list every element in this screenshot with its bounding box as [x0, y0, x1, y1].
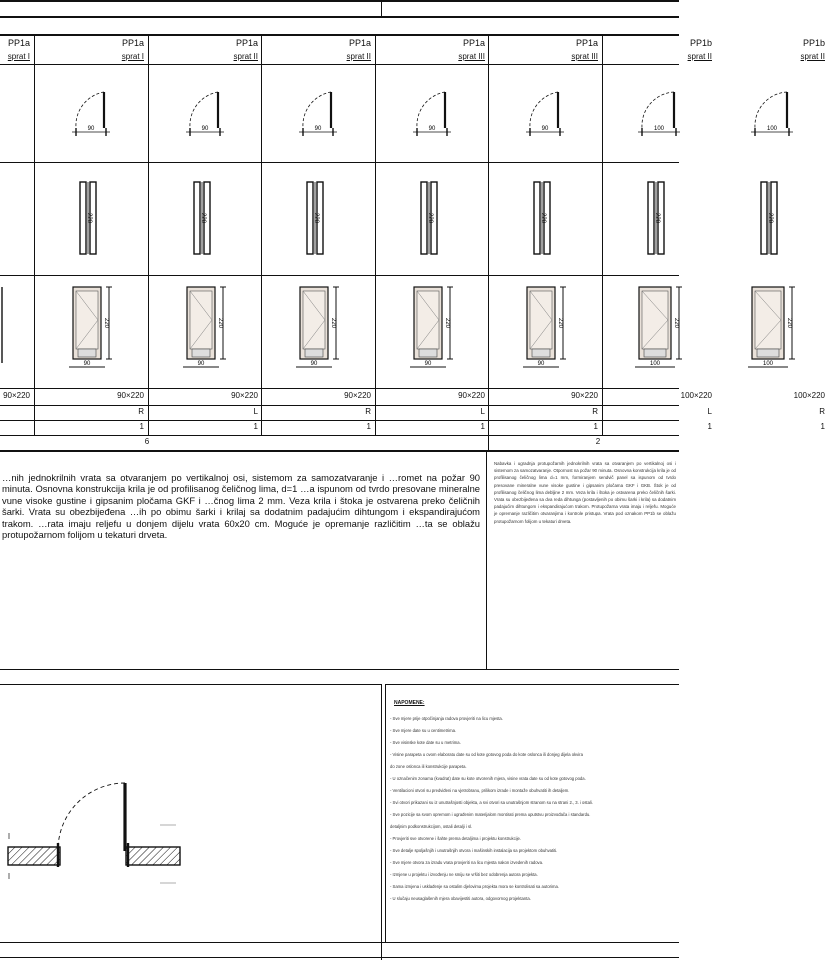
door-count: 1 [820, 422, 825, 431]
door-elevation-symbol [175, 283, 235, 379]
door-opening-side: R [365, 407, 371, 416]
section-height-label: 220 [540, 212, 546, 224]
note-item: - Sve mjere otvora za izradu vrata provjeriti na licu mjesta nakon izvedenih radova. [390, 860, 544, 865]
door-code: PP1a [348, 38, 371, 48]
section-height-label: 220 [313, 212, 319, 224]
door-section-symbol [304, 178, 334, 258]
door-opening-side: R [819, 407, 825, 416]
door-count: 1 [253, 422, 258, 431]
door-code: PP1b [802, 38, 825, 48]
note-item: - Visine parapeta u ovom elaboratu date su od kote gotovog poda do kote oslonca ili donjeg dijela okvira [390, 752, 583, 757]
door-dimensions: 100×220 [680, 391, 712, 400]
door-dimensions: 90×220 [344, 391, 371, 400]
door-plan-symbol [629, 82, 689, 142]
door-plan-symbol [288, 82, 348, 142]
door-floor: sprat II [800, 52, 825, 61]
door-opening-side: L [480, 407, 485, 416]
door-width-label: 90 [201, 126, 209, 132]
elevation-width-label: 90 [537, 361, 545, 367]
door-floor: sprat II [687, 52, 712, 61]
door-count: 1 [366, 422, 371, 431]
section-height-label: 220 [767, 212, 773, 224]
door-width-label: 90 [541, 126, 549, 132]
elevation-row-divider [0, 388, 679, 389]
door-elevation-symbol [402, 283, 462, 379]
door-width-label: 90 [428, 126, 436, 132]
door-count: 1 [593, 422, 598, 431]
door-section-symbol [645, 178, 675, 258]
side-row-divider [0, 420, 679, 421]
door-plan-symbol [515, 82, 575, 142]
door-count: 1 [707, 422, 712, 431]
door-code: PP1b [689, 38, 712, 48]
notes-left-border [385, 684, 386, 942]
door-opening-side: R [592, 407, 598, 416]
description-bottom-border [0, 669, 679, 670]
note-item: - Provjeriti sve otvorene i šahte prema detaljima i projektu konstrukcije. [390, 836, 522, 841]
note-item: - U označenim zonama (kvadrat) date su kote otvorenih mjera, visine vrata date su od kote gotovog poda. [390, 776, 586, 781]
door-dimensions: 90×220 [117, 391, 144, 400]
elevation-height-label: 220 [330, 317, 336, 329]
count-row-divider [0, 435, 679, 436]
group-2-count: 2 [595, 437, 601, 446]
notes-title: NAPOMENE: [394, 700, 425, 706]
door-width-label: 90 [314, 126, 322, 132]
door-elevation-symbol [288, 283, 348, 379]
bottom-border [0, 942, 679, 943]
top-border [0, 0, 679, 2]
door-width-label: 100 [653, 126, 665, 132]
elevation-width-label: 90 [424, 361, 432, 367]
door-dimensions: 90×220 [458, 391, 485, 400]
door-plan-symbol [742, 82, 802, 142]
door-opening-side: L [253, 407, 258, 416]
note-item: - Sve detalje spoljašnjih i unutrašnjih otvora i mašinskih instalacija sa projektom obuhvatiti. [390, 848, 558, 853]
door-dimensions: 100×220 [793, 391, 825, 400]
section-height-label: 220 [200, 212, 206, 224]
section-height-label: 220 [86, 212, 92, 224]
partial-column-code: PP1a [7, 38, 30, 48]
dims-row-divider [0, 405, 679, 406]
door-opening-side: L [707, 407, 712, 416]
group-divider [488, 435, 489, 450]
column-divider [148, 34, 149, 435]
plan-row-divider [0, 162, 679, 163]
footer-divider [381, 942, 382, 960]
elevation-width-label: 100 [762, 361, 774, 367]
note-item: detaljnim podkonstrukcijom, ostali detalji i sl. [390, 824, 473, 829]
group-1-count: 6 [144, 437, 150, 446]
section-height-label: 220 [654, 212, 660, 224]
partial-column-floor: sprat I [7, 52, 30, 61]
elevation-width-label: 100 [649, 361, 661, 367]
elevation-width-label: 90 [83, 361, 91, 367]
door-dimensions: 90×220 [231, 391, 258, 400]
title-strip-bottom [0, 16, 679, 18]
section-height-label: 220 [427, 212, 433, 224]
note-item: - Sama izmjena i usklađenje sa ostalim djelovima projekta mora se kontrolisati sa autorima. [390, 884, 559, 889]
bottom-border-2 [0, 957, 679, 958]
elevation-height-label: 220 [444, 317, 450, 329]
table-top-border [0, 34, 679, 36]
door-code: PP1a [121, 38, 144, 48]
notes-top-border [385, 684, 679, 685]
note-item: - Ventilacioni otvori su predviđeni na vjetrobranu, prilikom izrade i montaže obuhvatiti ih detaljem. [390, 788, 570, 793]
door-elevation-symbol [61, 283, 121, 379]
door-section-symbol [77, 178, 107, 258]
door-description-main: …nih jednokrilnih vrata sa otvaranjem po vertikalnoj osi, sistemom za samozatvaranje i …romet na požar 90 minuta. Osnovna konstrukcija krila je od profilisanog čeličnog lima, d=1 …a ispunom od tvrdo presovane mineralne vune visoke gustine i gipsanim pločama GKF i …čnog lima 2 mm. Veza krila i štoka je ostvarena preko čeličnih šarki. Vrata su obezbijeđena …ih po obimu šarki i krilaj sa dodatnim padajućim dihtungom i ekspandirajućom trakom. …rata imaju reljefu u donjem dijelu vrata 60x20 cm. Moguće je opremanje različitim …ta se oblažu protupožarnom folijom u tekaturi drveta. [2, 472, 480, 541]
note-item: - Sve visinske kote date su u metrima. [390, 740, 461, 745]
door-plan-symbol [402, 82, 462, 142]
door-count: 1 [480, 422, 485, 431]
elevation-height-label: 220 [786, 317, 792, 329]
door-floor: sprat II [233, 52, 258, 61]
partial-column-dims: 90×220 [3, 391, 30, 400]
door-code: PP1a [575, 38, 598, 48]
door-elevation-symbol [742, 283, 802, 379]
header-row-divider [0, 64, 679, 65]
description-divider [486, 450, 487, 670]
partial-column-elevation [0, 275, 34, 388]
door-floor: sprat III [571, 52, 598, 61]
door-section-symbol [758, 178, 788, 258]
column-divider [375, 34, 376, 435]
section-row-divider [0, 275, 679, 276]
door-floor: sprat III [458, 52, 485, 61]
note-item: - U slučaju neusaglašenih mjera obavijestiti autora, odgovornog projektanta. [390, 896, 531, 901]
door-dimensions: 90×220 [571, 391, 598, 400]
door-floor: sprat II [346, 52, 371, 61]
group-row-bottom [0, 450, 679, 452]
column-divider [34, 34, 35, 435]
door-code: PP1a [235, 38, 258, 48]
column-divider [488, 34, 489, 435]
elevation-width-label: 90 [310, 361, 318, 367]
elevation-width-label: 90 [197, 361, 205, 367]
column-divider [261, 34, 262, 435]
door-plan-detail [0, 685, 380, 940]
door-elevation-symbol [629, 283, 689, 379]
note-item: - Sve mjere prije otpočinjanja radova provjeriti na licu mjesta. [390, 716, 503, 721]
elevation-height-label: 220 [217, 317, 223, 329]
door-description-side: Nabavka i ugradnja protupožarnih jednokrilnih vrata sa otvaranjem po vertikalnoj osi i sistemom za samozatvaranje. Otpornost na požar 90 minuta. Osnovna konstrukcija krila je od profilisanog čeličnog lima d=1 mm, formiranjem sendvič panel sa ispunom od tvrdo presovane mineralne vune visoke gustine i gipsanim pločama GKF i GKB. Štok je od profilisanog čeličnog lima debljine 2 mm. Veza krila i štoka je ostvarena preko čeličnih šarki. Vrata su obezbijeđena sa dva reda dihtunga (postavljenih po obimu šarki i krila) sa dodatnim padajućim dihtungom i ekspandirajućom trakom. Protupožarna vrata imaju i reljefu. Moguće je opremanje različitim otvaranjima i kontrole pristupa. Vrata pod oznakom PP1b se oblažu protupožarnom folijom u tekaturi drveta. [494, 461, 676, 524]
note-item: - Svi otvori prikazani su iz unutrašnjosti objekta, a svi otvori sa unutrašnjom stranom su na strani 2., 3. i ostali. [390, 800, 593, 805]
column-divider [602, 34, 603, 435]
note-item: - Sve pozicije sa svom opremom i ugrađenim materijalom montirati prema uputstvu proizvođača i standardu. [390, 812, 591, 817]
door-elevation-symbol [515, 283, 575, 379]
door-width-label: 100 [766, 126, 778, 132]
door-section-symbol [531, 178, 561, 258]
door-opening-side: R [138, 407, 144, 416]
door-floor: sprat I [121, 52, 144, 61]
door-code: PP1a [462, 38, 485, 48]
elevation-height-label: 220 [673, 317, 679, 329]
door-section-symbol [418, 178, 448, 258]
note-item: - Sve mjere date su u centimetrima. [390, 728, 457, 733]
elevation-height-label: 220 [557, 317, 563, 329]
elevation-height-label: 220 [103, 317, 109, 329]
note-item: - Izmjene u projektu i izvođenju ne smiju se vršiti bez odobrenja autora projekta. [390, 872, 538, 877]
door-width-label: 90 [87, 126, 95, 132]
detail-right-border [381, 684, 382, 942]
door-section-symbol [191, 178, 221, 258]
note-item: do zone oslonca ili konstrukcije parapeta. [390, 764, 467, 769]
door-plan-symbol [61, 82, 121, 142]
door-plan-symbol [175, 82, 235, 142]
door-count: 1 [139, 422, 144, 431]
title-divider [381, 0, 382, 17]
